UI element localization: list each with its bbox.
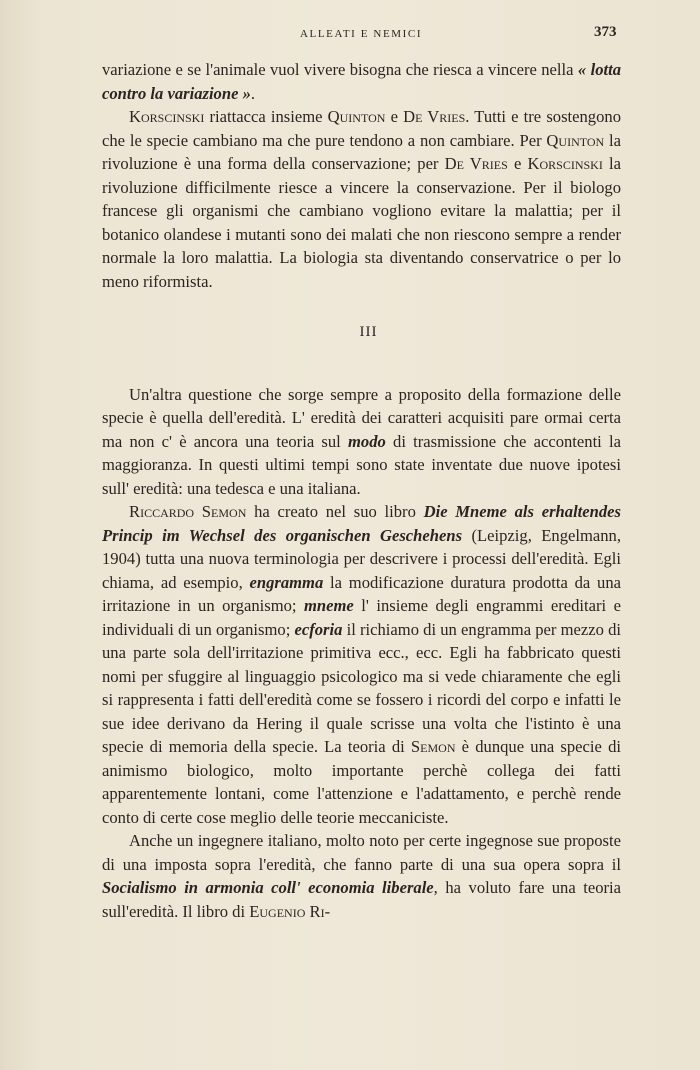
- text-run: Anche un ingegnere italiano, molto noto per certe ingegnose sue proposte di una imposta sopra l'eredità, che fanno parte di una sua opera sopra il: [102, 831, 621, 874]
- author-name: Quinton: [327, 107, 386, 126]
- paragraph-1: [102, 58, 621, 105]
- author-name: Korscinski: [527, 154, 603, 173]
- text-run: e: [385, 107, 404, 126]
- text-run: , ha voluto fare una teoria sull'eredità. Il libro di: [102, 878, 621, 921]
- author-name: Semon: [410, 737, 456, 756]
- running-head: [0, 24, 700, 44]
- author-name: Quinton: [546, 130, 605, 150]
- text-run: la rivoluzione difficilmente riesce a vincere la conservazione. Per il biologo francese gli organismi che cambiano vogliono evitare la malattia; per il botanico olandese i mutanti sono dei malati che non riescono sempre a render normale la loro malattia. La biologia sta diventando conservatrice o per lo meno riformista.: [102, 154, 621, 291]
- text-run: Un'altra questione che sorge sempre a proposito della formazione delle specie è quella dell'eredità. L' eredità dei caratteri acquisiti pare ormai certa ma non c' è ancora una teoria sul: [102, 384, 621, 451]
- text-run: ha creato nel suo libro: [246, 502, 424, 521]
- quoted-phrase: « lotta contro la variazione »: [102, 60, 622, 103]
- text-run: l' insieme degli engrammi ereditari e individuali di un organismo;: [102, 596, 622, 639]
- paragraph-5: [102, 829, 621, 923]
- text-run: e: [507, 154, 528, 173]
- paragraph-4: [102, 500, 621, 829]
- running-title: ALLEATI E NEMICI: [300, 28, 423, 40]
- text-run: (Leipzig, Engelmann, 1904) tutta una nuova terminologia per descrivere i processi dell'eredità. Egli chiama, ad esempio,: [102, 525, 622, 592]
- author-name: De Vries: [444, 154, 508, 173]
- text-run: . Tutti e tre sostengono che le specie cambiano ma che pure tendono a non cambiare. Per: [102, 107, 621, 150]
- term: ecforia: [294, 619, 343, 639]
- page-number: 373: [594, 24, 617, 40]
- author-name: De Vries: [403, 107, 466, 126]
- emphasis: modo: [348, 431, 386, 451]
- book-title: Socialismo in armonia coll' economia liberale: [102, 878, 434, 897]
- text-run: riattacca insieme: [204, 107, 328, 126]
- term: mneme: [304, 596, 354, 615]
- text-run: il richiamo di un engramma per mezzo di una parte sola dell'irritazione primitiva ecc., ecc. Egli ha fabbricato questi nomi per sfuggire al linguaggio psicologico ma si vede chiaramente che egli si rappresenta i fatti dell'eredità come se fossero i ricordi del corpo e infatti le sue idee derivano da Hering il quale scrisse una volta che l'istinto è una specie di memoria della specie. La teoria di: [102, 619, 622, 756]
- text-run: .: [250, 83, 256, 103]
- paragraph-2: [102, 105, 621, 293]
- term: engramma: [249, 572, 324, 592]
- text-run: di trasmissione che accontenti la maggioranza. In questi ultimi tempi sono state inventate due nuove ipotesi sull' eredità: una tedesca e una italiana.: [102, 431, 621, 498]
- author-name: Eugenio Ri-: [249, 901, 331, 921]
- text-run: la modificazione duratura prodotta da una irritazione in un organismo;: [102, 572, 621, 615]
- text-run: è dunque una specie di animismo biologico, molto importante perchè collega dei fatti apparentemente lontani, come l'attenzione e l'adattamento, e perchè rende conto di certe cose meglio delle teorie meccaniciste.: [102, 737, 621, 827]
- author-name: Riccardo Semon: [129, 502, 247, 521]
- text-run: la rivoluzione è una forma della conservazione; per: [102, 130, 621, 173]
- paragraph-3: [102, 383, 621, 501]
- body-text: [102, 58, 621, 923]
- text-run: variazione e se l'animale vuol vivere bisogna che riesca a vincere nella: [102, 60, 578, 79]
- section-number: III: [359, 324, 378, 340]
- author-name: Korscinski: [129, 107, 205, 126]
- book-title: Die Mneme als erhaltendes Princip im Wechsel des organischen Geschehens: [102, 502, 621, 545]
